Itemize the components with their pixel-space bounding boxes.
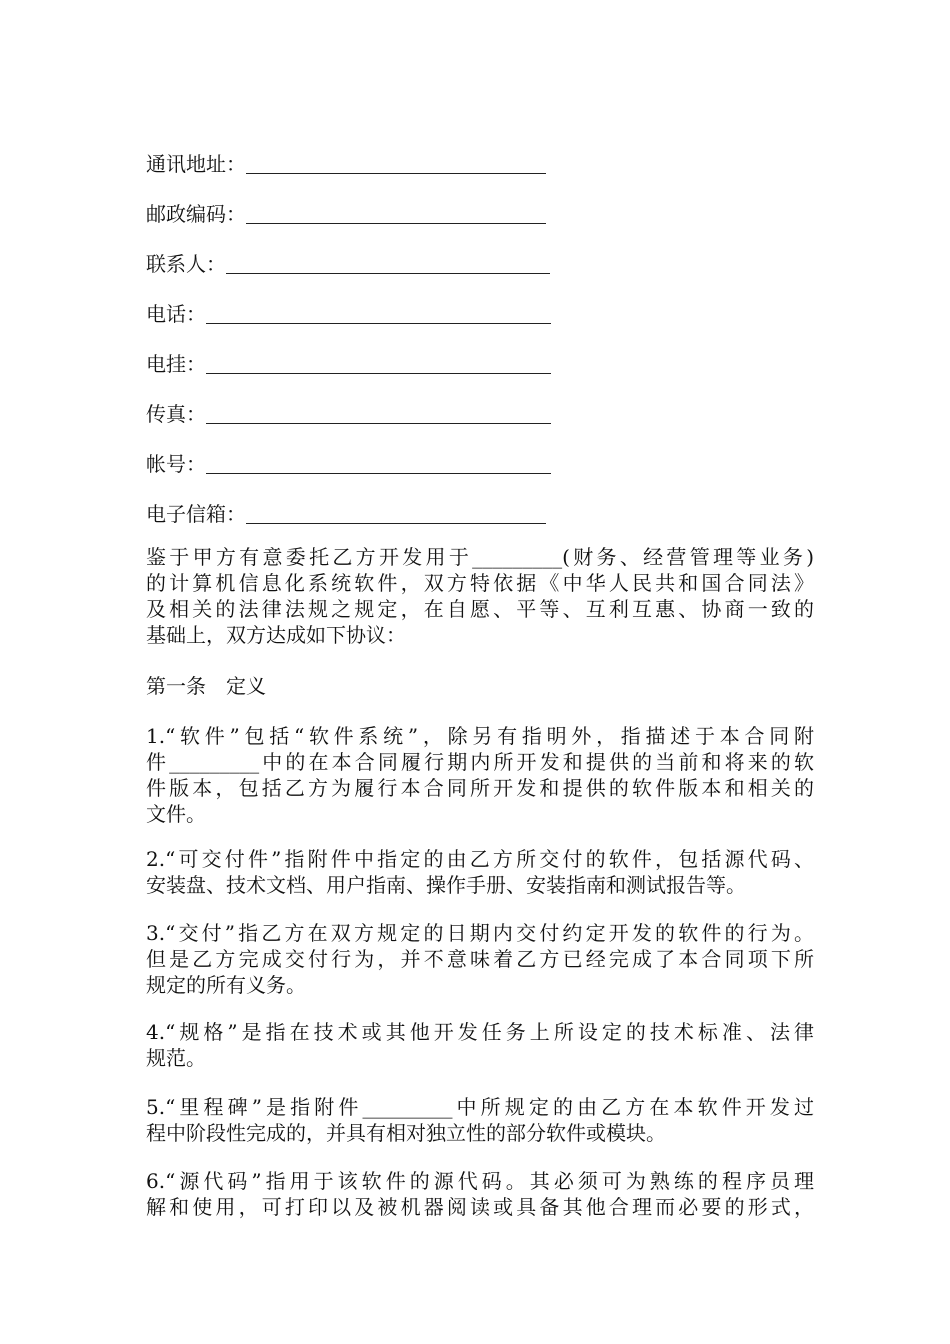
article-title <box>146 673 814 699</box>
field-email <box>146 498 546 526</box>
field-postal-code <box>146 198 546 226</box>
text-line: 文件。 <box>146 802 206 826</box>
text-line: 基础上，双方达成如下协议： <box>146 623 406 647</box>
definition-5 <box>146 1094 814 1146</box>
field-label: 联系人： <box>146 252 226 276</box>
text-line: 3.“交付”指乙方在双方规定的日期内交付约定开发的软件的行为。 <box>146 921 814 945</box>
definition-3 <box>146 920 814 998</box>
text-line: 6.“源代码”指用于该软件的源代码。其必须可为熟练的程序员理 <box>146 1169 814 1193</box>
text-line: 但是乙方完成交付行为，并不意味着乙方已经完成了本合同项下所 <box>146 947 814 971</box>
article-heading: 第一条 定义 <box>146 674 266 698</box>
field-phone <box>146 298 551 326</box>
field-label: 电话： <box>146 302 206 326</box>
field-address <box>146 148 546 176</box>
text-line: 解和使用，可打印以及被机器阅读或具备其他合理而必要的形式， <box>146 1195 814 1219</box>
text-line: 件版本，包括乙方为履行本合同所开发和提供的软件版本和相关的 <box>146 776 814 800</box>
field-contact-person <box>146 248 550 276</box>
text-line: 5.“里程碑”是指附件_________中所规定的由乙方在本软件开发过 <box>146 1095 814 1119</box>
text-line: 及相关的法律法规之规定，在自愿、平等、互利互惠、协商一致的 <box>146 597 814 621</box>
text-line: 规定的所有义务。 <box>146 973 306 997</box>
blank-line <box>206 473 551 474</box>
definition-4 <box>146 1019 814 1071</box>
text-line: 1.“软件”包括“软件系统”，除另有指明外，指描述于本合同附 <box>146 724 814 748</box>
blank-line <box>206 423 551 424</box>
field-label: 电子信箱： <box>146 502 246 526</box>
text-line: 鉴于甲方有意委托乙方开发用于_________(财务、经营管理等业务) <box>146 545 814 569</box>
blank-line <box>246 173 546 174</box>
field-label: 邮政编码： <box>146 202 246 226</box>
blank-line <box>226 273 550 274</box>
field-label: 通讯地址： <box>146 152 246 176</box>
definition-1 <box>146 723 814 827</box>
text-line: 件_________中的在本合同履行期内所开发和提供的当前和将来的软 <box>146 750 814 774</box>
text-line: 规范。 <box>146 1046 206 1070</box>
text-line: 2.“可交付件”指附件中指定的由乙方所交付的软件，包括源代码、 <box>146 847 814 871</box>
preamble-paragraph <box>146 544 814 648</box>
text-line: 4.“规格”是指在技术或其他开发任务上所设定的技术标准、法律 <box>146 1020 814 1044</box>
field-label: 帐号： <box>146 452 206 476</box>
field-cable <box>146 348 551 376</box>
blank-line <box>246 523 546 524</box>
text-line: 安装盘、技术文档、用户指南、操作手册、安装指南和测试报告等。 <box>146 873 746 897</box>
blank-line <box>206 323 551 324</box>
field-label: 电挂： <box>146 352 206 376</box>
field-label: 传真： <box>146 402 206 426</box>
field-account <box>146 448 551 476</box>
blank-line <box>206 373 551 374</box>
text-line: 的计算机信息化系统软件，双方特依据《中华人民共和国合同法》 <box>146 571 814 595</box>
definition-6 <box>146 1168 814 1220</box>
text-line: 程中阶段性完成的，并具有相对独立性的部分软件或模块。 <box>146 1121 666 1145</box>
definition-2 <box>146 846 814 898</box>
blank-line <box>246 223 546 224</box>
field-fax <box>146 398 551 426</box>
